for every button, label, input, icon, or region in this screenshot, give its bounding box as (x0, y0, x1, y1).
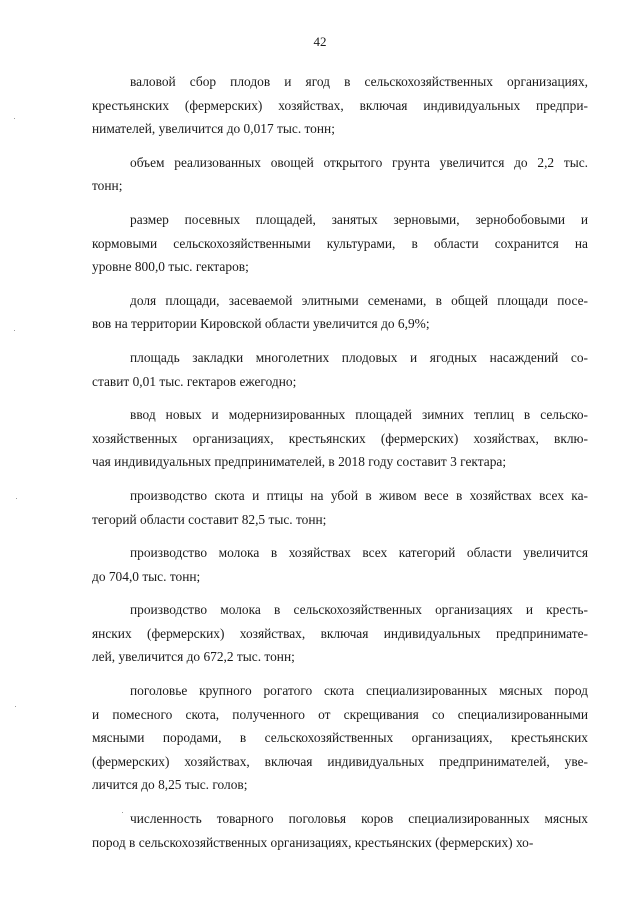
text-line: личится до 8,25 тыс. голов; (92, 777, 248, 793)
paragraph (92, 598, 588, 669)
paragraph (92, 807, 588, 854)
text-line: объем реализованных овощей открытого грунта увеличится до 2,2 тыс. (130, 154, 588, 170)
text-line: валовой сбор плодов и ягод в сельскохозяйственных организациях, (130, 74, 588, 89)
text-line: доля площади, засеваемой элитными семенами, в общей площади посе- (130, 292, 588, 308)
scan-speck (14, 330, 15, 331)
paragraph (92, 484, 588, 531)
text-line: численность товарного поголовья коров специализированных мясных (130, 811, 588, 827)
text-line: производство молока в сельскохозяйственных организациях и кресть- (130, 602, 588, 618)
paragraph (92, 289, 588, 336)
paragraph (92, 70, 588, 141)
text-line: хозяйственных организациях, крестьянских (фермерских) хозяйствах, вклю- (92, 430, 588, 446)
text-line: (фермерских) хозяйствах, включая индивидуальных предпринимателей, уве- (92, 753, 588, 769)
paragraph (92, 151, 588, 198)
scan-speck (122, 812, 123, 813)
text-line: мясными породами, в сельскохозяйственных организациях, крестьянских (92, 730, 588, 746)
text-line: ставит 0,01 тыс. гектаров ежегодно; (92, 373, 297, 389)
scan-speck (16, 498, 17, 499)
text-line: чая индивидуальных предпринимателей, в 2018 году составит 3 гектара; (92, 454, 507, 470)
text-line: уровне 800,0 тыс. гектаров; (92, 259, 249, 275)
text-line: поголовье крупного рогатого скота специализированных мясных пород (130, 683, 588, 699)
text-line: нимателей, увеличится до 0,017 тыс. тонн; (92, 121, 335, 137)
text-line: кормовыми сельскохозяйственными культурами, в области сохранится на (92, 235, 588, 251)
text-line: ввод новых и модернизированных площадей зимних теплиц в сельско- (130, 407, 588, 423)
text-line: и помесного скота, полученного от скрещивания со специализированными (92, 706, 588, 722)
page-number: 42 (313, 34, 327, 49)
scan-speck (15, 706, 16, 707)
text-line: янских (фермерских) хозяйствах, включая индивидуальных предпринимате- (92, 625, 588, 641)
text-line: тонн; (92, 178, 123, 194)
text-line: производство молока в хозяйствах всех категорий области увеличится (130, 545, 588, 561)
text-line: вов на территории Кировской области увеличится до 6,9%; (92, 316, 430, 332)
scan-speck (14, 118, 15, 119)
paragraph (92, 403, 588, 474)
text-line: площадь закладки многолетних плодовых и ягодных насаждений со- (130, 349, 588, 365)
text-line: лей, увеличится до 672,2 тыс. тонн; (92, 649, 295, 665)
text-line: тегорий области составит 82,5 тыс. тонн; (92, 511, 327, 527)
paragraph (92, 541, 588, 588)
paragraph (92, 346, 588, 393)
text-line: до 704,0 тыс. тонн; (92, 568, 201, 584)
paragraph (92, 679, 588, 797)
paragraph (92, 208, 588, 279)
text-line: производство скота и птицы на убой в живом весе в хозяйствах всех ка- (130, 487, 588, 503)
text-line: крестьянских (фермерских) хозяйствах, включая индивидуальных предпри- (92, 97, 588, 113)
text-line: размер посевных площадей, занятых зерновыми, зернобобовыми и (130, 211, 588, 227)
text-line: пород в сельскохозяйственных организациях, крестьянских (фермерских) хо- (92, 834, 534, 850)
document-body (92, 70, 588, 864)
